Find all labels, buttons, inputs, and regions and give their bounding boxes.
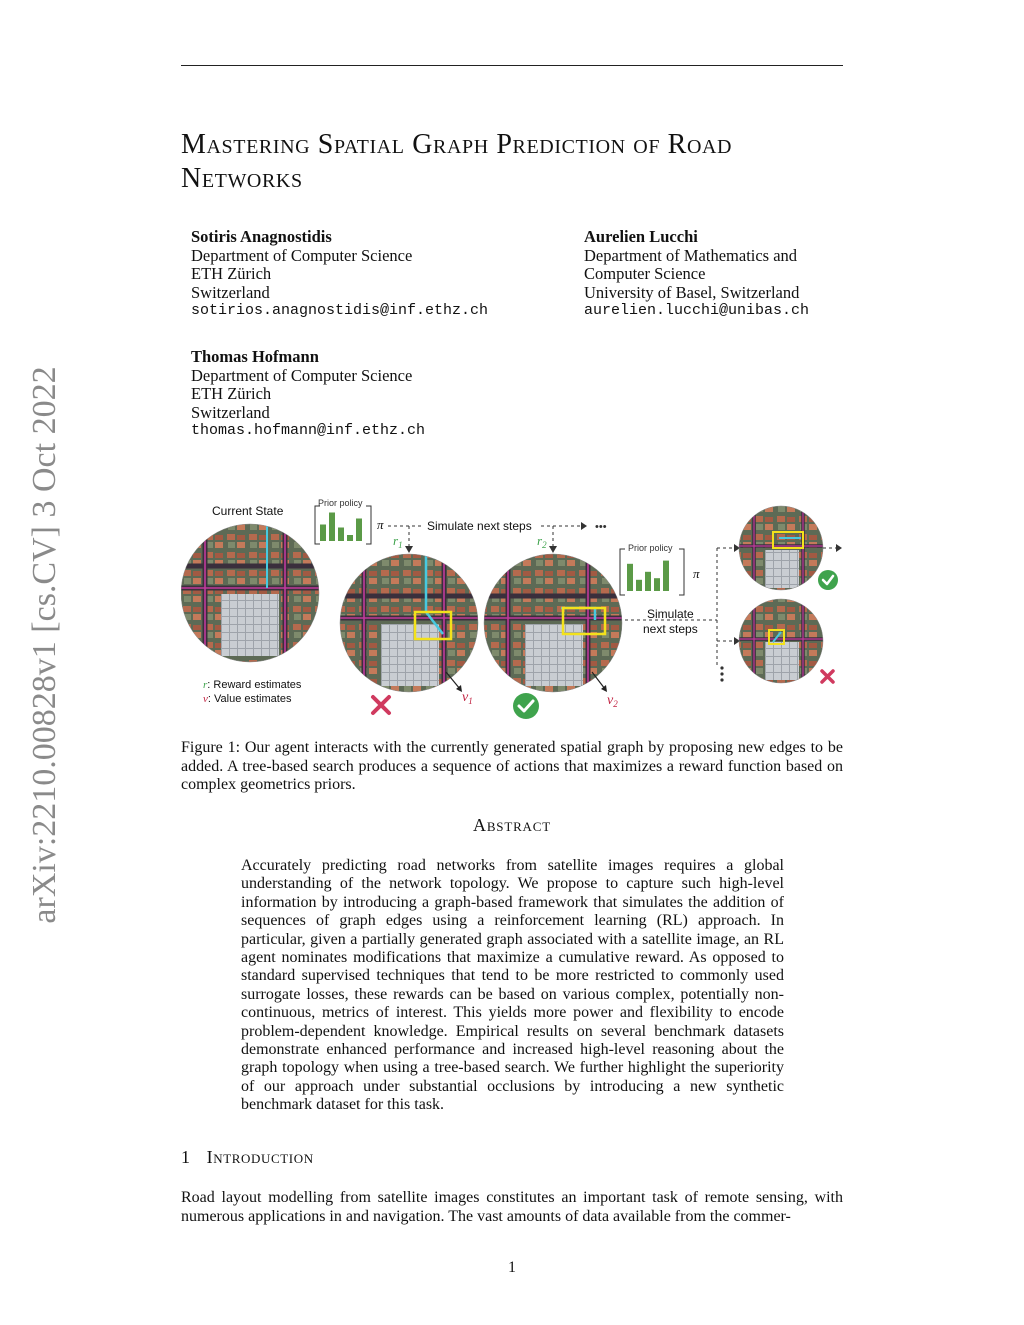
- policy-bar: [329, 513, 335, 542]
- paper-title: Mastering Spatial Graph Prediction of Road Networks: [181, 129, 733, 194]
- legend-reward: r: Reward estimates: [203, 679, 302, 691]
- prior-policy-label: Prior policy: [628, 543, 673, 553]
- figure-1: [181, 496, 843, 726]
- policy-bracket: [315, 506, 320, 544]
- author-name: Thomas Hofmann: [191, 347, 319, 366]
- v1-label: $v_1$: [462, 690, 473, 706]
- policy-bar: [347, 535, 353, 541]
- author-block: [191, 348, 425, 441]
- current-state-image: [181, 524, 319, 662]
- v2-label: $v_2$: [607, 693, 618, 709]
- policy-bar: [663, 561, 669, 591]
- introduction-paragraph: Road layout modelling from satellite images constitutes an important task of remote sensing, with numerous applications in and navigation. The vast amounts of data available from the commer-: [181, 1189, 843, 1225]
- accept-check-icon: [513, 693, 539, 719]
- author-affiliation-line: University of Basel, Switzerland: [584, 282, 800, 302]
- ellipsis-dot: [720, 678, 723, 681]
- simulate-label: Simulate: [647, 607, 694, 621]
- author-affiliation-line: Department of Mathematics and: [584, 245, 798, 265]
- simulated-state-image-2: [484, 554, 622, 692]
- section-number: 1: [181, 1147, 191, 1167]
- arrow-head: [836, 544, 842, 552]
- current-state-label: Current State: [212, 504, 284, 518]
- simulated-state-image-4: [739, 599, 823, 683]
- simulated-state-image-3: [739, 506, 823, 590]
- page-number: 1: [508, 1259, 516, 1276]
- author-name: Sotiris Anagnostidis: [191, 227, 332, 246]
- author-name: Aurelien Lucchi: [584, 227, 698, 246]
- author-affiliation-line: ETH Zürich: [191, 384, 272, 403]
- author-affiliation-line: Department of Computer Science: [191, 365, 413, 385]
- policy-bar: [627, 564, 633, 591]
- section-heading: [181, 1147, 314, 1168]
- figure-caption: Figure 1: Our agent interacts with the currently generated spatial graph by proposing new edges to be added. A tree-based search produces a sequence of actions that maximizes a reward function based on complex geometrics priors.: [181, 739, 843, 793]
- ellipsis-dot: [720, 666, 723, 669]
- figure-diagram: [181, 496, 843, 726]
- author-affiliation-line: Department of Computer Science: [191, 245, 413, 265]
- simulated-state-image-1: [340, 554, 478, 692]
- author-email[interactable]: thomas.hofmann@inf.ethz.ch: [191, 422, 426, 439]
- policy-bracket: [679, 549, 684, 595]
- author-affiliation-line: Switzerland: [191, 282, 270, 302]
- reject-icon: [822, 671, 833, 682]
- policy-bracket: [366, 506, 371, 544]
- policy-bar: [356, 519, 362, 542]
- policy-bar: [338, 528, 344, 542]
- prior-policy-bars: [320, 513, 362, 542]
- author-email[interactable]: aurelien.lucchi@unibas.ch: [584, 302, 810, 319]
- next-steps-label: next steps: [643, 622, 698, 636]
- policy-bar: [654, 578, 660, 591]
- arrow-head: [405, 546, 413, 553]
- r1-label: $r_1$: [393, 533, 403, 550]
- author-email[interactable]: sotirios.anagnostidis@inf.ethz.ch: [191, 302, 489, 319]
- arrow-head: [549, 546, 557, 553]
- arrow-head: [581, 522, 587, 530]
- accept-check-icon: [818, 570, 838, 590]
- prior-policy-bars: [627, 561, 669, 591]
- author-block: [191, 228, 488, 321]
- arrow-head: [601, 685, 607, 692]
- policy-bracket: [620, 549, 625, 595]
- policy-bar: [320, 525, 326, 542]
- author-affiliation-line: Computer Science: [584, 264, 706, 283]
- simulate-next-steps-label: Simulate next steps: [427, 519, 532, 533]
- pi-symbol: π: [377, 517, 384, 532]
- author-block: [584, 228, 809, 321]
- policy-bar: [645, 572, 651, 591]
- arxiv-stamp: arXiv:2210.00828v1 [cs.CV] 3 Oct 2022: [26, 366, 63, 924]
- section-title: Introduction: [206, 1147, 314, 1167]
- abstract-body: Accurately predicting road networks from satellite images requires a global understanding of the network topology. We propose to capture such high-level information by introducing a graph-based framework that simulates the addition of sequences of graph edges using a reinforcement learning (RL) approach. In particular, given a partially generated graph associated with a satellite image, an RL agent nominates modifications that maximize a cumulative reward. As opposed to standard supervised techniques that tend to be more restricted to commonly used surrogate losses, these rewards can be based on various complex, potentially non-continuous, metrics of interest. This yields more power and flexibility to encode problem-dependent knowledge. Empirical results on several benchmark datasets demonstrate enhanced performance and increased high-level reasoning about the graph topology when using a tree-based search. We further highlight the superiority of our approach under substantial occlusions by introducing a new synthetic benchmark dataset for this task.: [241, 857, 784, 1114]
- legend-value: v: Value estimates: [203, 693, 292, 705]
- reject-icon: [373, 697, 389, 713]
- author-affiliation-line: ETH Zürich: [191, 264, 272, 283]
- policy-bar: [636, 580, 642, 591]
- r2-label: $r_2$: [537, 533, 547, 550]
- prior-policy-label: Prior policy: [318, 498, 363, 508]
- abstract-heading: Abstract: [473, 815, 551, 835]
- pi-symbol: π: [693, 566, 700, 581]
- ellipsis-dot: [720, 672, 723, 675]
- author-affiliation-line: Switzerland: [191, 402, 270, 422]
- top-rule: [181, 65, 843, 66]
- ellipsis: •••: [595, 521, 607, 533]
